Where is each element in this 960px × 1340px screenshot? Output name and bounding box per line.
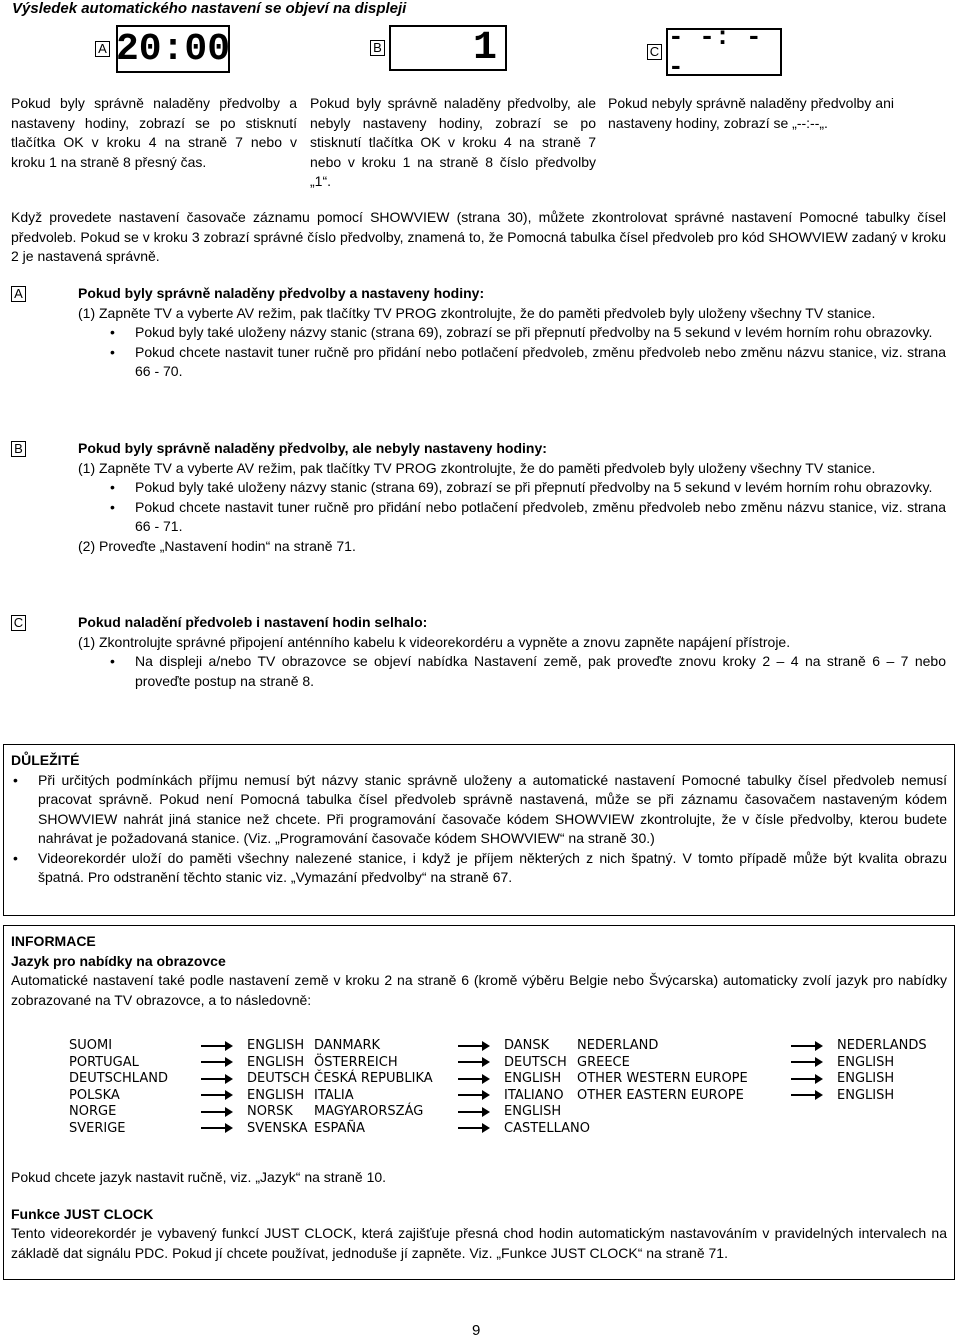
arrow-icon <box>458 1045 488 1047</box>
arrow-icon <box>201 1038 247 1055</box>
language-tables <box>11 1038 947 1148</box>
section-b-bullet2: • Pokud chcete nastavit tuner ručně pro přidání nebo potlačení předvoleb, změnu předvoleb nebo změnu názvu stanice, viz. strana 66 - 71. <box>108 498 946 537</box>
tag-a: A <box>95 41 110 57</box>
important-bullet1: • Při určitých podmínkách příjmu nemusí být názvy stanic správně uloženy a automatické nastavení Pomocné tabulky čísel předvoleb nemusí pracovat správně. Pokud není Pomocná tabulka čísel předvoleb správně nastavená, může se při záznamu časovačem nastaveným kódem SHOWVIEW nahrát jiná stanice než chcete. Při programování časovače kódem SHOWVIEW zkontrolujte, že v čísle předvolby, kterou budete nahrávat je požadovaná stanice. (Viz. „Programování časovače kódem SHOWVIEW“ na straně 30.) <box>11 771 947 849</box>
language-row <box>314 1038 594 1055</box>
language-name: ENGLISH <box>247 1087 305 1103</box>
arrow-icon <box>791 1078 821 1080</box>
language-row <box>69 1121 314 1138</box>
section-b-heading: Pokud byly správně naladěny předvolby, ale nebyly nastaveny hodiny: <box>78 440 547 456</box>
arrow-icon <box>791 1061 821 1063</box>
country-name: NEDERLAND <box>577 1038 659 1053</box>
arrow-icon <box>201 1045 231 1047</box>
language-name: ITALIANO <box>504 1087 564 1103</box>
arrow-icon <box>458 1127 488 1129</box>
tag-b: B <box>370 40 385 56</box>
arrow-icon <box>791 1088 837 1105</box>
arrow-icon <box>201 1078 231 1080</box>
section-a-bullet2: • Pokud chcete nastavit tuner ručně pro přidání nebo potlačení předvoleb, změnu předvoleb nebo změnu názvu stanice, viz. strana 66 - 70. <box>108 343 946 382</box>
language-row <box>69 1055 314 1072</box>
language-table-3 <box>577 1038 931 1104</box>
language-row <box>314 1121 594 1138</box>
arrow-icon <box>791 1071 837 1088</box>
tag-c: C <box>647 44 662 60</box>
language-row <box>577 1088 931 1105</box>
language-row <box>69 1038 314 1055</box>
language-name: SVENSKA <box>247 1120 308 1136</box>
section-b-step2: (2) Proveďte „Nastavení hodin“ na straně 71. <box>78 537 356 554</box>
arrow-icon <box>791 1094 821 1096</box>
language-row <box>314 1055 594 1072</box>
section-c-heading: Pokud naladění předvoleb i nastavení hodin selhalo: <box>78 614 428 630</box>
arrow-icon <box>458 1104 504 1121</box>
language-row <box>69 1104 314 1121</box>
country-name: ČESKÁ REPUBLIKA <box>314 1071 433 1086</box>
section-c <box>78 613 946 691</box>
language-name: ENGLISH <box>247 1038 305 1053</box>
language-name: ENGLISH <box>837 1054 895 1070</box>
country-name: ÖSTERREICH <box>314 1054 398 1070</box>
language-row <box>69 1088 314 1105</box>
language-name: NORSK <box>247 1104 293 1119</box>
language-row <box>577 1038 931 1055</box>
arrow-icon <box>791 1038 837 1055</box>
country-name: DANMARK <box>314 1038 381 1053</box>
arrow-icon <box>201 1121 247 1138</box>
display-a <box>95 25 230 73</box>
section-b-tag: B <box>11 441 26 457</box>
display-b <box>370 25 507 71</box>
arrow-icon <box>791 1055 837 1072</box>
language-row <box>314 1088 594 1105</box>
important-bullet2: • Videorekordér uloží do paměti všechny nalezené stanice, i když je příjem některých z nich špatný. V tomto případě může být kvalita obrazu špatná. Pro odstranění těchto stanic viz. „Vymazání předvolby“ na straně 67. <box>11 849 947 888</box>
info-text: Automatické nastavení také podle nastavení země v kroku 2 na straně 6 (kromě výběru Belgie nebo Švýcarska) automaticky zvolí jazyk pro nabídky zobrazované na TV obrazovce, a to následovně: <box>11 972 947 1008</box>
section-a-bullet1: • Pokud byly také uloženy názvy stanic (strana 69), zobrazí se při přepnutí předvolby na 5 sekund v levém horním rohu obrazovky. <box>108 323 946 343</box>
language-name: ENGLISH <box>504 1071 562 1086</box>
arrow-icon <box>458 1088 504 1105</box>
language-row <box>314 1104 594 1121</box>
column-c-text: Pokud nebyly správně naladěny předvolby ani nastaveny hodiny, zobrazí se „--:--„. <box>608 95 894 131</box>
display-c <box>647 22 782 82</box>
info-title: INFORMACE <box>11 933 96 949</box>
language-row <box>69 1071 314 1088</box>
info-box <box>3 925 955 1280</box>
arrow-icon <box>201 1061 231 1063</box>
lcd-b: 1 <box>389 25 507 71</box>
country-name: SUOMI <box>69 1038 113 1053</box>
language-name: DEUTSCH <box>504 1054 567 1070</box>
just-clock-text: Tento videorekordér je vybavený funkcí JUST CLOCK, která zajišťuje přesná chod hodin automatickým nastavováním v pravidelných intervalech na základě dat signálu PDC. Pokud jí chcete používat, jednoduše jí zapněte. Viz. „Funkce JUST CLOCK“ na straně 71. <box>11 1225 947 1261</box>
arrow-icon <box>201 1127 231 1129</box>
arrow-icon <box>791 1045 821 1047</box>
arrow-icon <box>458 1121 504 1138</box>
just-clock-title: Funkce JUST CLOCK <box>11 1205 154 1222</box>
language-table-2 <box>314 1038 594 1137</box>
important-title: DŮLEŽITÉ <box>11 752 80 768</box>
page-number: 9 <box>472 1322 481 1339</box>
arrow-icon <box>201 1104 247 1121</box>
language-name: NEDERLANDS <box>837 1038 927 1053</box>
info-manual: Pokud chcete jazyk nastavit ručně, viz. „Jazyk“ na straně 10. <box>11 1169 387 1185</box>
section-c-bullet1: • Na displeji a/nebo TV obrazovce se objeví nabídka Nastavení země, pak proveďte znovu kroky 2 – 4 na straně 6 – 7 nebo proveďte postup na straně 8. <box>108 652 946 691</box>
language-table-1 <box>69 1038 314 1137</box>
section-c-step1: (1) Zkontrolujte správné připojení anténního kabelu k videorekordéru a vypněte a znovu zapněte napájení přístroje. <box>78 633 791 650</box>
section-a-step1: (1) Zapněte TV a vyberte AV režim, pak tlačítky TV PROG zkontrolujte, že do paměti předvoleb byly uloženy všechny TV stanice. <box>78 304 876 321</box>
language-name: DANSK <box>504 1038 550 1053</box>
section-a-tag: A <box>11 286 26 302</box>
info-subtitle: Jazyk pro nabídky na obrazovce <box>11 952 226 969</box>
country-name: PORTUGAL <box>69 1054 139 1070</box>
language-name: ENGLISH <box>247 1054 305 1070</box>
language-name: ENGLISH <box>837 1087 895 1103</box>
country-name: OTHER WESTERN EUROPE <box>577 1071 748 1086</box>
section-b <box>78 439 946 556</box>
language-row <box>314 1071 594 1088</box>
section-a <box>78 284 946 382</box>
country-name: SVERIGE <box>69 1120 126 1136</box>
lcd-c: - -: - - <box>666 28 782 76</box>
section-c-tag: C <box>11 615 26 631</box>
important-box <box>3 744 955 916</box>
language-row <box>577 1071 931 1088</box>
arrow-icon <box>458 1111 488 1113</box>
section-a-heading: Pokud byly správně naladěny předvolby a nastaveny hodiny: <box>78 285 485 301</box>
section-b-bullet1: • Pokud byly také uloženy názvy stanic (strana 69), zobrazí se při přepnutí předvolby na 5 sekund v levém horním rohu obrazovky. <box>108 478 946 498</box>
arrow-icon <box>201 1055 247 1072</box>
arrow-icon <box>201 1094 231 1096</box>
country-name: GREECE <box>577 1054 630 1070</box>
arrow-icon <box>458 1071 504 1088</box>
language-name: DEUTSCH <box>247 1071 310 1086</box>
country-name: ITALIA <box>314 1087 354 1103</box>
language-name: CASTELLANO <box>504 1120 591 1136</box>
language-name: ENGLISH <box>837 1071 895 1086</box>
section-b-step1: (1) Zapněte TV a vyberte AV režim, pak tlačítky TV PROG zkontrolujte, že do paměti předvoleb byly uloženy všechny TV stanice. <box>78 459 876 476</box>
intro-paragraph: Když provedete nastavení časovače záznamu pomocí SHOWVIEW (strana 30), můžete zkontrolovat správné nastavení Pomocné tabulky čísel předvoleb. Pokud se v kroku 3 zobrazí správné číslo předvolby, znamená to, že Pomocná tabulka čísel předvoleb pro kód SHOWVIEW zadaný v kroku 2 je nastavená správně. <box>11 209 946 264</box>
country-name: ESPAÑA <box>314 1120 365 1136</box>
page-title: Výsledek automatického nastavení se objeví na displeji <box>12 0 407 17</box>
arrow-icon <box>201 1111 231 1113</box>
country-name: OTHER EASTERN EUROPE <box>577 1087 744 1103</box>
arrow-icon <box>201 1071 247 1088</box>
arrow-icon <box>458 1055 504 1072</box>
country-name: POLSKA <box>69 1087 120 1103</box>
arrow-icon <box>458 1061 488 1063</box>
arrow-icon <box>201 1088 247 1105</box>
arrow-icon <box>458 1038 504 1055</box>
country-name: MAGYARORSZÁG <box>314 1104 424 1119</box>
language-row <box>577 1055 931 1072</box>
lcd-a: 20:00 <box>116 25 230 73</box>
country-name: DEUTSCHLAND <box>69 1071 168 1086</box>
column-a-text: Pokud byly správně naladěny předvolby a nastaveny hodiny, zobrazí se po stisknutí tlačítka OK v kroku 4 na straně 7 nebo v kroku 1 na straně 8 přesný čas. <box>11 95 297 170</box>
column-b-text: Pokud byly správně naladěny předvolby, ale nebyly nastaveny hodiny, zobrazí se po stisknutí tlačítka OK v kroku 4 na straně 7 nebo v kroku 1 na straně 8 číslo předvolby „1“. <box>310 95 596 189</box>
arrow-icon <box>458 1094 488 1096</box>
country-name: NORGE <box>69 1104 117 1119</box>
arrow-icon <box>458 1078 488 1080</box>
language-name: ENGLISH <box>504 1104 562 1119</box>
